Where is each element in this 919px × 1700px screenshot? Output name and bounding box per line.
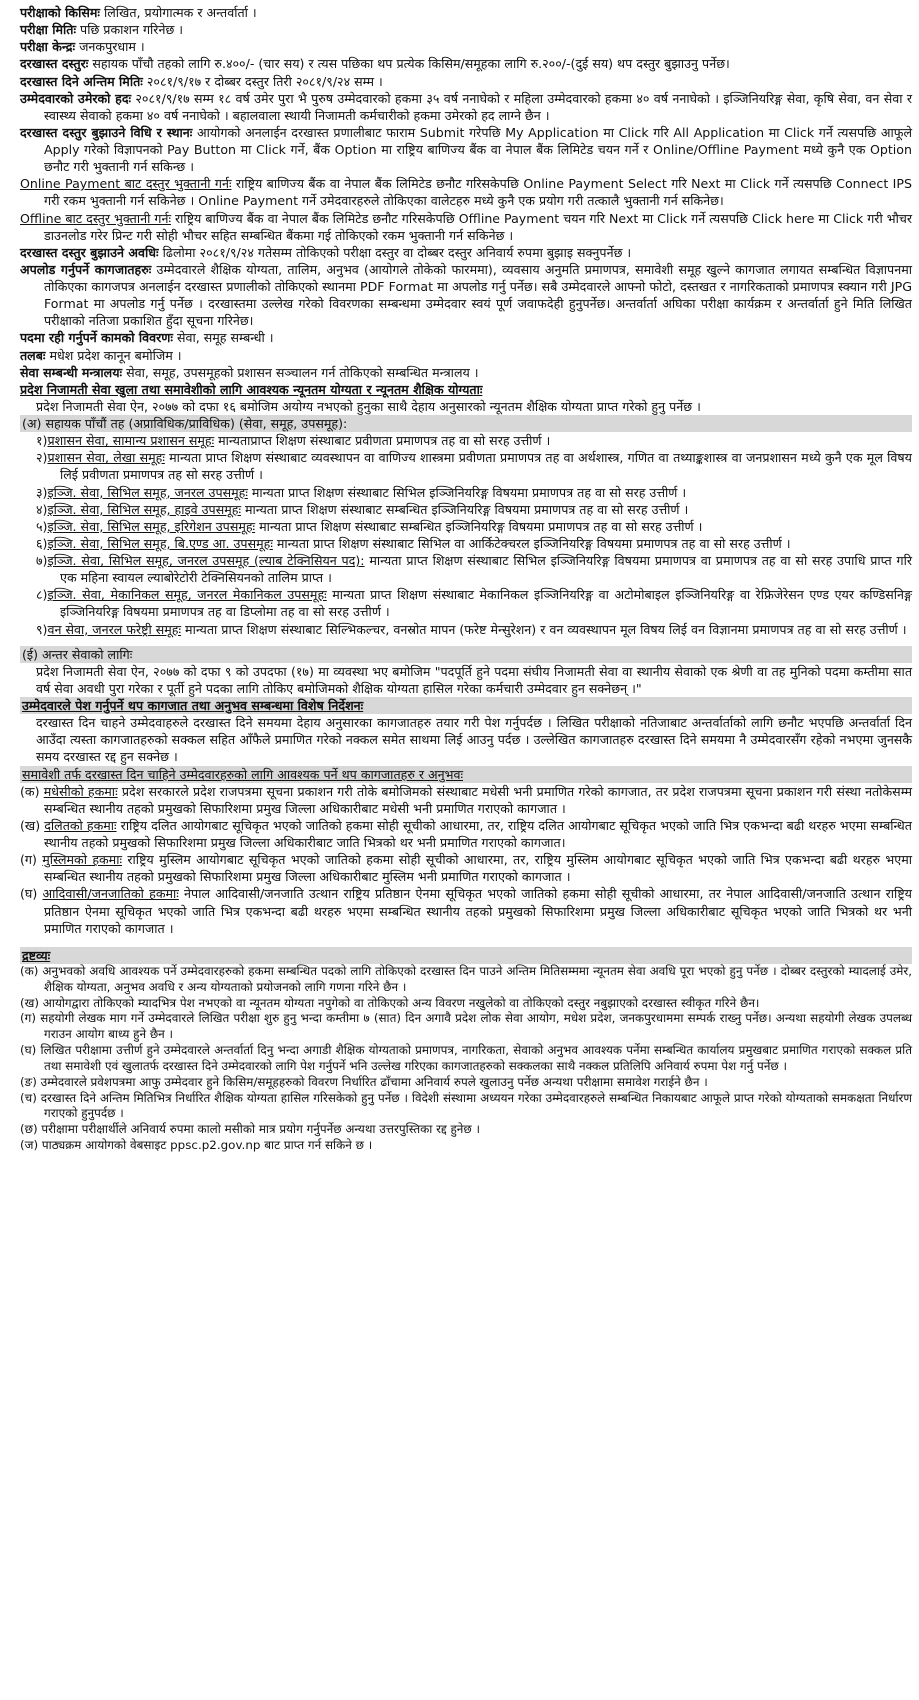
item-number: १) <box>36 433 48 449</box>
inclusive-list <box>20 783 912 937</box>
upload-docs-label: अपलोड गर्नुपर्ने कागजातहरुः <box>20 261 152 277</box>
note-item <box>20 1122 912 1138</box>
item-text: मान्यता प्राप्त शिक्षण संस्थाबाट व्यवस्थापन वा वाणिज्य शास्त्रमा प्रवीणता प्रमाणपत्र तह वा अर्थशास्त्र, गणित वा तथ्याङ्कशास्त्र वा जनप्रशासन मध्ये कुनै एक मूल विषय लिई प्रवीणता प्रमाणपत्र तह सो सरह उत्तीर्ण । <box>60 450 912 483</box>
item-text: परीक्षामा परीक्षार्थीले अनिवार्य रुपमा कालो मसीको मात्र प्रयोग गर्नुपर्नेछ अन्यथा उत्तरपुस्तिका रद्द हुनेछ । <box>41 1122 481 1137</box>
item-text: प्रदेश सरकारले प्रदेश राजपत्रमा सूचना प्रकाशन गरी तोके बमोजिमको संस्थाबाट मधेसी भनी प्रमाणित गरेको कागजात, तर प्रदेश राजपत्रमा सूचना प्रकाशन गरी संस्था नतोकेसम्म सम्बन्धित स्थानीय तहको प्रमुखको सिफारिशमा प्रमुख जिल्ला अधिकारीबाट मधेसी भनी प्रमाणित गराएको कागजात । <box>44 783 912 816</box>
item-text: अनुभवको अवधि आवश्यक पर्ने उम्मेदवारहरुको हकमा सम्बन्धित पदको लागि तोकिएको दरखास्त दिन पाउने अन्तिम मितिसम्ममा न्यूनतम सेवा अवधि पूरा भएको हुनु पर्नेछ । दोब्बर दस्तुरको म्यादलाई उमेर, शैक्षिक योग्यता, अनुभव अवधि र अन्य योग्यताको प्रयोजनको लागि गणना गरिने छैन । <box>42 963 912 994</box>
exam-date-label: परीक्षा मितिः <box>20 22 77 38</box>
payment-method-text: आयोगको अनलाईन दरखास्त प्रणालीबाट फाराम Submit गरेपछि My Application मा Click गरि All Application मा Click गर्ने त्यसपछि आफूले Apply गरेको विज्ञापनको Pay Button मा Click गर्ने, बैंक Option मा राष्ट्रिय बाणिज्य बैंक वा नेपाल बैंक लिमिटेड चयन गर्ने र Online/Offline Payment मध्ये कुनै एक Option छनौट गरी भुक्तानी गर्न सकिन्छ । <box>44 124 912 175</box>
payment-period-text: ढिलोमा २०८१/९/२४ गतेसम्म तोकिएको परीक्षा दस्तुर वा दोब्बर दस्तुर अनिवार्य रुपमा बुझाइ सक्नुपर्नेछ । <box>162 244 632 260</box>
exam-center-text: जनकपुरधाम । <box>79 39 145 55</box>
salary-text: मधेश प्रदेश कानून बमोजिम । <box>49 347 182 363</box>
job-description-text: सेवा, समूह सम्बन्धी । <box>176 330 274 346</box>
application-fee-text: सहायक पाँचौ तहको लागि रु.४००/- (चार सय) र त्यस पछिका थप प्रत्येक किसिम/समूहका लागि रु.२००/-(दुई सय) थप दस्तुर बुझाउनु पर्नेछ। <box>92 56 730 72</box>
item-text: मान्यताप्राप्त शिक्षण संस्थाबाट प्रवीणता प्रमाणपत्र तह वा सो सरह उत्तीर्ण । <box>218 433 551 449</box>
notes-list <box>20 964 912 1154</box>
item-text: मान्यता प्राप्त शिक्षण संस्थाबाट सिभिल वा आर्किटेक्चरल इञ्जिनियरिङ्ग विषयमा प्रमाणपत्र तह वा सो सरह उत्तीर्ण । <box>276 535 791 551</box>
item-number: ९) <box>36 621 48 637</box>
item-number: (छ) <box>20 1122 38 1137</box>
item-title: इञ्जि. सेवा, सिभिल समूह, जनरल उपसमूहः <box>47 484 248 500</box>
item-text: मान्यता प्राप्त शिक्षण संस्थाबाट सिभिल इञ्जिनियरिङ्ग विषयमा प्रमाणपत्र वा प्रमाणपत्र तह वा सो सरह उपाधि प्राप्त गरि एक महिना स्वायल ल्याबोरेटोरी टेक्निसियनको तालिम प्राप्त । <box>60 553 912 586</box>
item-number: ७) <box>36 553 48 568</box>
ministry-label: सेवा सम्बन्धी मन्त्रालयः <box>20 364 123 380</box>
item-number: ६) <box>36 535 48 551</box>
item-number: ३) <box>36 484 48 500</box>
job-description <box>20 329 912 346</box>
exam-type-label: परीक्षाको किसिमः <box>20 5 100 20</box>
item-number: (ख) <box>20 995 40 1010</box>
item-number: ४) <box>36 501 48 517</box>
qualification-item <box>20 449 912 483</box>
item-text: मान्यता प्राप्त शिक्षण संस्थाबाट मेकानिकल इञ्जिनियरिङ्ग वा अटोमोबाइल इञ्जिनियरिङ्ग वा रेफ्रिजेरेसन एण्ड एयर कण्डिसनिङ्ग इञ्जिनियरिङ्ग विषयमा प्रमाणपत्र तह वा डिप्लोमा तह वा सो सरह उत्तीर्ण । <box>60 587 912 620</box>
age-limit-label: उम्मेदवारको उमेरको हदः <box>20 90 132 106</box>
item-number: (ज) <box>20 1137 39 1152</box>
item-text: उम्मेदवारले प्रवेशपत्रमा आफु उम्मेदवार हुने किसिम/समूहहरुको विवरण निर्धारित ढाँचामा अनिवार्य रुपले खुलाउनु पर्नेछ अन्यथा परीक्षामा समावेश गराईने छैन । <box>40 1074 708 1089</box>
application-fee-label: दरखास्त दस्तुरः <box>20 56 89 72</box>
exam-center-label: परीक्षा केन्द्रः <box>20 39 76 55</box>
notes-heading: द्रष्टव्यः <box>20 947 912 964</box>
item-text: आयोगद्वारा तोकिएको म्यादभित्र पेश नभएको वा न्यूनतम योग्यता नपुगेको वा तोकिएको अन्य विवरण नखुलेको वा तोकिएको दस्तुर नबुझाएको दरखास्त स्वीकृत गरिने छैन। <box>42 995 760 1010</box>
qualification-item <box>20 621 912 638</box>
item-title: मुस्लिमको हकमाः <box>42 852 123 868</box>
item-text: मान्यता प्राप्त शिक्षण संस्थाबाट सम्बन्धित इञ्जिनियरिङ्ग विषयमा प्रमाणपत्र तह वा सो सरह उत्तीर्ण । <box>259 518 703 534</box>
upload-docs <box>20 261 912 330</box>
payment-period-label: दरखास्त दस्तुर बुझाउने अवधिः <box>20 244 159 260</box>
qualification-intro: प्रदेश निजामती सेवा ऐन, २०७७ को दफा १६ बमोजिम अयोग्य नभएको हुनुका साथै देहाय अनुसारको न्यूनतम शैक्षिक योग्यता प्राप्त गरेको हुनु पर्नेछ । <box>36 398 701 414</box>
deadline-label: दरखास्त दिने अन्तिम मितिः <box>20 73 143 89</box>
item-text: राष्ट्रिय मुस्लिम आयोगबाट सूचिकृत भएको जातिको हकमा सोही सूचीको आधारमा, तर, राष्ट्रिय मुस्लिम आयोगबाट सूचिकृत भएको जाति भित्र एकभन्दा बढी थरहरु भएमा सम्बन्धित स्थानीय तहको प्रमुखको सिफारिशमा प्रमुख जिल्ला अधिकारीबाट मुस्लिम भनी प्रमाणित गराएको कागजात । <box>44 852 912 885</box>
item-text: सहयोगी लेखक माग गर्ने उम्मेदवारले लिखित परीक्षा शुरु हुनु भन्दा कम्तीमा ७ (सात) दिन अगावै प्रदेश लोक सेवा आयोग, मधेश प्रदेश, जनकपुरधाममा सम्पर्क राख्नु पर्नेछ। अन्यथा सहयोगी लेखक उपलब्ध गराउन आयोग बाध्य हुने छैन । <box>40 1011 912 1042</box>
item-text: मान्यता प्राप्त शिक्षण संस्थाबाट सिभिल इञ्जिनियरिङ्ग विषयमा प्रमाणपत्र तह वा सो सरह उत्तीर्ण । <box>251 484 687 500</box>
item-title: आदिवासी/जनजातिको हकमाः <box>42 886 179 902</box>
inclusive-item <box>20 817 912 851</box>
upload-docs-text: उम्मेदवारले शैक्षिक योग्यता, तालिम, अनुभव (आयोगले तोकेको फारममा), व्यवसाय अनुमति प्रमाणपत्र, समावेशी समूह खुल्ने कागजात लगायत सम्बन्धित विज्ञापनमा तोकिएका कागजपत्र अनलाईन दरखास्त प्रणालीको तोकिएको स्थानमा PDF Format मा अपलोड गर्नु पर्नेछ। सबै उम्मेदवारले आफ्नो फोटो, दस्तखत र नागरिकताको प्रमाणपत्र स्क्यान गरी JPG Format मा अपलोड गर्नु पर्नेछ । दरखास्तमा उल्लेख गरेको विवरणका सम्बन्धमा उम्मेदवार स्वयं पूर्ण जवाफदेही हुनुपर्नेछ। अन्तर्वार्ता अघिका परीक्षा कार्यक्रम र अन्तर्वार्ता हुने मिति लिखित परीक्षाको नतिजा प्रकाशित हुँदा सूचना गरिनेछ। <box>44 261 912 329</box>
inclusive-item <box>20 885 912 936</box>
item-title: इञ्जि. सेवा, सिभिल समूह, हाइवे उपसमूहः <box>47 501 241 517</box>
note-item <box>20 1011 912 1043</box>
online-payment-label: Online Payment बाट दस्तुर भुक्तानी गर्नः <box>20 176 232 192</box>
offline-payment <box>20 210 912 244</box>
group-a-title: (अ) सहायक पाँचौं तह (अप्राविधिक/प्राविधिक) (सेवा, समूह, उपसमूह): <box>20 415 912 432</box>
age-limit <box>20 90 912 124</box>
item-number: (क) <box>20 783 40 799</box>
item-text: लिखित परीक्षामा उत्तीर्ण हुने उम्मेदवारले अन्तर्वार्ता दिनु भन्दा अगाडी शैक्षिक योग्यताको प्रमाणपत्र, नागरिकता, सेवाको अनुभव आवश्यक पर्नेमा सम्बन्धित कार्यालय प्रमुखबाट प्रमाणित गराएको सक्कल प्रति तथा समावेशी एवं खुलातर्फ दरखास्त दिने उम्मेदवारको लागि पेश गर्नुपर्ने भनि उल्लेख गरिएका कागजातहरुको सक्कलका साथै नक्कल प्रतिलिपि अनिवार्य रुपमा पेश गर्नु पर्नेछ । <box>40 1043 912 1073</box>
payment-method <box>20 124 912 175</box>
item-text: राष्ट्रिय दलित आयोगबाट सूचिकृत भएको जातिको हकमा सोही सूचीको आधारमा, तर, राष्ट्रिय दलित आयोगबाट सूचिकृत भएको जाति भित्र एकभन्दा बढी थरहरु भएमा सम्बन्धित स्थानीय तहको प्रमुखको सिफारिशमा प्रमुख जिल्ला अधिकारीबाट जाति भित्रको थर भनी प्रमाणित गराएको कागजात। <box>44 817 912 850</box>
item-text: पाठ्यक्रम आयोगको वेबसाइट ppsc.p2.gov.np बाट प्राप्त गर्न सकिने छ । <box>41 1137 373 1152</box>
item-title: इञ्जि. सेवा, सिभिल समूह, जनरल उपसमूह (ल्याब टेक्निसियन पद): <box>47 553 365 568</box>
qualification-item <box>20 484 912 501</box>
qualification-item <box>20 501 912 518</box>
item-title: इञ्जि. सेवा, सिभिल समूह, बि.एण्ड आ. उपसमूहः <box>47 535 273 551</box>
ministry-text: सेवा, समूह, उपसमूहको प्रशासन सञ्चालन गर्न तोकिएको सम्बन्धित मन्त्रालय । <box>126 364 479 380</box>
note-item <box>20 1075 912 1091</box>
online-payment-text: राष्ट्रिय बाणिज्य बैंक वा नेपाल बैंक लिमिटेड छनौट गरिसकेपछि Online Payment Select गरि Next मा Click गर्ने त्यसपछि Connect IPS गरी रकम भुक्तानी गर्न सकिनेछ । Online Payment गर्ने उमेदवारहरुले तोकिएका वालेटहरु मध्ये कुनै एक प्रयोग गरी तत्कालै भुक्तानी गर्न सकिनेछ। <box>44 176 912 209</box>
item-number: (क) <box>20 963 39 978</box>
special-instruction-heading: उम्मेदवारले पेश गर्नुपर्ने थप कागजात तथा अनुभव सम्बन्धमा विशेष निर्देशनः <box>20 697 912 714</box>
item-number: (ङ) <box>20 1074 37 1089</box>
deadline <box>20 73 912 90</box>
qualification-heading: प्रदेश निजामती सेवा खुला तथा समावेशीको लागि आवश्यक न्यूनतम योग्यता र न्यूनतम शैक्षिक योग्यताः <box>20 381 483 397</box>
exam-date <box>20 21 912 38</box>
item-text: नेपाल आदिवासी/जनजाति उत्थान राष्ट्रिय प्रतिष्ठान ऐनमा सूचिकृत भएको जातिको हकमा सोही सूचीको आधारमा, तर नेपाल आदिवासी/जनजाति उत्थान राष्ट्रिय प्रतिष्ठान ऐनमा सूचिकृत भएको जाति भित्र एकभन्दा बढी थरहरु भएमा सम्बन्धित स्थानीय तहको प्रमुखको सिफारिशमा प्रमुख जिल्ला अधिकारीबाट सूचिकृत भएको जाति भित्रको थर भनी प्रमाणित गराएको कागजात । <box>44 886 912 936</box>
ministry <box>20 364 912 381</box>
job-description-label: पदमा रही गर्नुपर्ने कामको विवरणः <box>20 330 173 346</box>
note-item <box>20 964 912 996</box>
item-text: मान्यता प्राप्त शिक्षण संस्थाबाट सिल्भिकल्चर, वनस्रोत मापन (फरेष्ट मेन्सुरेशन) र वन व्यवस्थापन मूल विषय लिई वन विज्ञानमा प्रमाणपत्र तह वा सो सरह उत्तीर्ण । <box>185 621 907 637</box>
item-number: ८) <box>36 587 48 603</box>
exam-date-text: पछि प्रकाशन गरिनेछ । <box>80 22 184 38</box>
inclusive-item <box>20 851 912 885</box>
item-number: (च) <box>20 1090 37 1105</box>
item-title: दलितको हकमाः <box>44 817 117 833</box>
payment-period <box>20 244 912 261</box>
qualification-item <box>20 586 912 620</box>
item-title: इञ्जि. सेवा, मेकानिकल समूह, जनरल मेकानिकल उपसमूहः <box>47 587 327 603</box>
qualification-item <box>20 552 912 586</box>
salary <box>20 347 912 364</box>
item-number: ५) <box>36 518 48 534</box>
exam-type-text: लिखित, प्रयोगात्मक र अन्तर्वार्ता । <box>103 5 257 20</box>
qualification-item <box>20 518 912 535</box>
online-payment <box>20 175 912 209</box>
item-number: (घ) <box>20 886 38 902</box>
qualification-item <box>20 535 912 552</box>
inclusive-item <box>20 783 912 817</box>
special-instruction-text: दरखास्त दिन चाहने उम्मेदवाहरुले दरखास्त दिने समयमा देहाय अनुसारका कागजातहरु तयार गरी पेश गर्नुपर्दछ । लिखित परीक्षाको नतिजाबाट अन्तर्वार्ताको लागि छनौट भएपछि अन्तर्वार्ता दिन आउँदा त्यस्ता कागजातहरुको सक्कल सहित आँफैले प्रमाणित गरेको नक्कल समेत साथमा लिई आउनु पर्दछ । उल्लेखित कागजातहरु दरखास्त दिने समयमा नै उम्मेदवारसँग रहेको नभएमा जुनसकै समय दरखास्त रद्द हुन सक्नेछ । <box>36 715 912 765</box>
note-item <box>20 1043 912 1075</box>
item-text: मान्यता प्राप्त शिक्षण संस्थाबाट सम्बन्धित इञ्जिनियरिङ्ग विषयमा प्रमाणपत्र तह वा सो सरह उत्तीर्ण । <box>245 501 689 517</box>
note-item <box>20 1091 912 1123</box>
item-title: मधेसीको हकमाः <box>43 783 118 799</box>
qualification-item <box>20 432 912 449</box>
group-a-list <box>20 432 912 638</box>
item-number: २) <box>36 450 48 466</box>
item-number: (घ) <box>20 1043 37 1058</box>
item-number: (ग) <box>20 852 37 868</box>
item-number: (ख) <box>20 817 41 833</box>
deadline-text: २०८१/९/१७ र दोब्बर दस्तुर तिरी २०८१/९/२४ सम्म । <box>146 73 383 89</box>
offline-payment-label: Offline बाट दस्तुर भुक्तानी गर्नः <box>20 210 171 226</box>
item-number: (ग) <box>20 1011 36 1026</box>
exam-center <box>20 38 912 55</box>
item-text: दरखास्त दिने अन्तिम मितिभित्र निर्धारित शैक्षिक योग्यता हासिल गरिसकेको हुनु पर्नेछ । विदेशी संस्थामा अध्ययन गरेका उम्मेदवारहरुले सम्बन्धित निकायबाट आफूले प्राप्त गरेको योग्यताको समकक्षता निर्धारण गराएको हुनुपर्दछ । <box>40 1090 912 1121</box>
exam-type <box>20 4 912 21</box>
payment-method-label: दरखास्त दस्तुर बुझाउने विधि र स्थानः <box>20 124 193 140</box>
inter-service-title: (ई) अन्तर सेवाको लागिः <box>20 646 912 663</box>
note-item <box>20 1138 912 1154</box>
note-item <box>20 996 912 1012</box>
item-title: वन सेवा, जनरल फरेष्ट्री समूहः <box>47 621 182 637</box>
salary-label: तलबः <box>20 347 46 363</box>
application-fee <box>20 55 912 72</box>
age-limit-text: २०८१/९/१७ सम्म १८ वर्ष उमेर पुरा भै पुरुष उम्मेदवारको हकमा ३५ वर्ष ननाघेको र महिला उम्मेदवारको हकमा ४० वर्ष ननाघेको । इञ्जिनियरिङ्ग सेवा, कृषि सेवा, वन सेवा र स्वास्थ्य सेवाको हकमा ४० वर्ष ननाघेको । बहालवाला स्थायी निजामती कर्मचारीको हकमा उमेरको हद लाग्ने छैन । <box>44 90 912 123</box>
item-title: प्रशासन सेवा, सामान्य प्रशासन समूहः <box>47 433 215 449</box>
inter-service-text: प्रदेश निजामती सेवा ऐन, २०७७ को दफा ९ को उपदफा (१७) मा व्यवस्था भए बमोजिम "पदपूर्ति हुने पदमा संघीय निजामती सेवा वा स्थानीय सेवाको एक श्रेणी वा तह मुनिको पदमा कम्तीमा सात वर्ष सेवा अवधी पुरा गरेका र पूर्ती हुने पदका लागि तोकिए बमोजिमको शैक्षिक योग्यता हासिल गरेका कर्मचारी उम्मेदवार हुन सक्नेछन् ।" <box>36 663 912 696</box>
offline-payment-text: राष्ट्रिय बाणिज्य बैंक वा नेपाल बैंक लिमिटेड छनौट गरिसकेपछि Offline Payment चयन गरि Next मा Click गर्ने त्यसपछि Click here मा Click गरी भौचर डाउनलोड गरेर प्रिन्ट गरी सोही भौचर सहित सम्बन्धित बैंकमा गई तोकिएको रकम भुक्तानी गर्न सकिनेछ । <box>44 210 912 243</box>
inclusive-heading: समावेशी तर्फ दरखास्त दिन चाहिने उम्मेदवारहरुको लागि आवश्यक पर्ने थप कागजातहरु र अनुभवः <box>20 766 912 783</box>
item-title: इञ्जि. सेवा, सिभिल समूह, इरिगेशन उपसमूहः <box>47 518 256 534</box>
item-title: प्रशासन सेवा, लेखा समूहः <box>47 450 165 466</box>
